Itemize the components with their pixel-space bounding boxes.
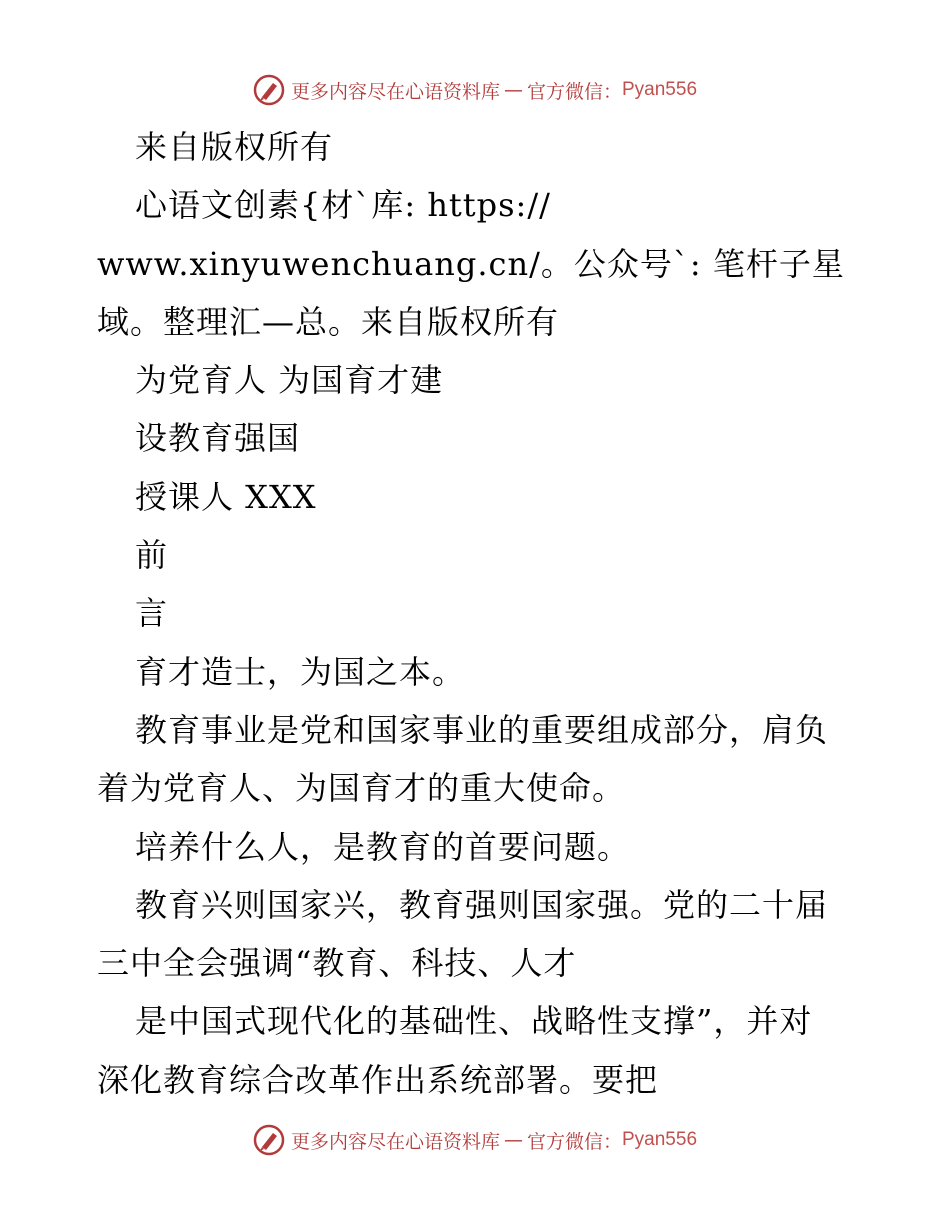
footer-watermark [0,1120,950,1160]
text-line: 育才造士，为国之本。 [135,652,466,691]
text-line: 言 [135,594,169,633]
watermark-site-text: 更多内容尽在心语资料库 [290,1130,500,1153]
text-line: 教育兴则国家兴，教育强则国家强。党的二十届 [135,885,829,924]
text-line: 教育事业是党和国家事业的重要组成部分，肩负 [135,710,829,749]
text-line: 为党育人 为国育才建 [135,361,444,400]
text-line: 来自版权所有 [135,128,334,166]
text-line: 是中国式现代化的基础性、战略性支撑”，并对 [135,1002,813,1041]
watermark-wechat-label: 官方微信： [526,80,622,103]
text-line: 培养什么人，是教育的首要问题。 [135,827,631,866]
watermark-wechat-id: Pyan556 [622,79,698,100]
watermark-site-text: 更多内容尽在心语资料库 [290,80,500,103]
pen-logo-icon [253,74,285,106]
text-line: 域。整理汇—总。来自版权所有 [97,302,560,341]
watermark-wechat-id: Pyan556 [622,1129,698,1150]
text-line: www.xinyuwenchuang.cn/。公众号`: 笔杆子星 [97,244,845,283]
text-line: 前 [135,536,169,575]
header-watermark [0,70,950,110]
watermark-wechat-label: 官方微信： [526,1130,622,1153]
document-body [97,118,857,1109]
watermark-separator: — [503,1129,523,1151]
text-line: 深化教育综合改革作出系统部署。要把 [97,1060,659,1099]
text-line: 三中全会强调“教育、科技、人才 [97,944,577,983]
text-line: 着为党育人、为国育才的重大使命。 [97,769,626,808]
text-line: 心语文创素{材`库: https:// [135,186,551,225]
pen-logo-icon [253,1124,285,1156]
text-line: 授课人 XXX [135,477,317,516]
text-line: 设教育强国 [135,419,301,458]
watermark-separator: — [503,79,523,101]
